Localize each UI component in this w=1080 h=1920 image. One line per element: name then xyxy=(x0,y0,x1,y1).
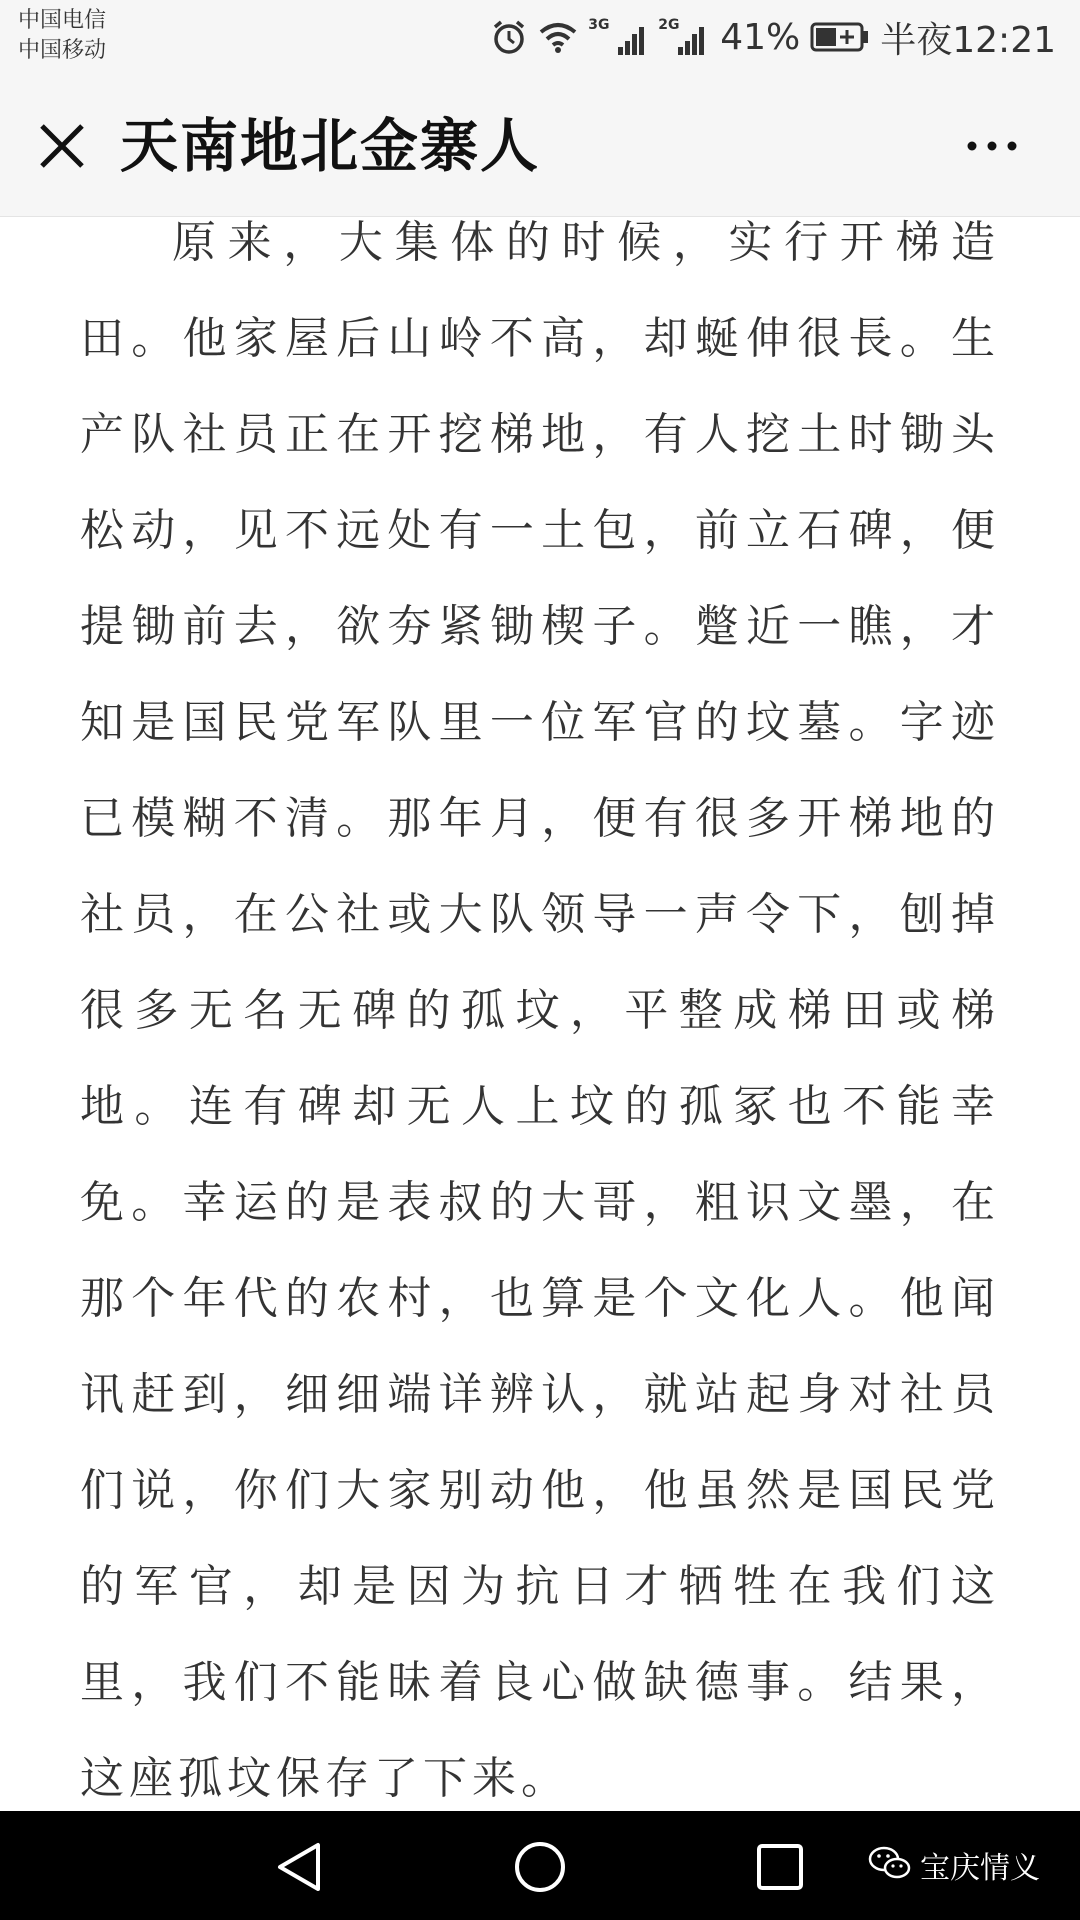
watermark xyxy=(868,1843,1040,1887)
navigation-bar xyxy=(0,1811,1080,1920)
signal-icon-1 xyxy=(588,17,648,57)
article-content[interactable] xyxy=(0,217,1080,1811)
battery-icon xyxy=(810,21,870,53)
page-title: 天南地北金寨人 xyxy=(120,112,541,180)
home-icon[interactable] xyxy=(512,1839,568,1895)
wechat-icon xyxy=(868,1845,912,1885)
network-type-1: 3G xyxy=(588,17,610,33)
battery-percent: 41% xyxy=(720,16,801,58)
carrier-info xyxy=(18,6,106,66)
wifi-icon xyxy=(538,20,578,54)
clock: 半夜12:21 xyxy=(880,19,1056,61)
status-bar xyxy=(0,0,1080,76)
status-icons xyxy=(490,12,1056,62)
back-icon[interactable] xyxy=(272,1839,328,1895)
close-icon[interactable] xyxy=(38,122,86,170)
title-bar xyxy=(0,76,1080,217)
more-icon[interactable] xyxy=(964,136,1020,156)
carrier-2: 中国移动 xyxy=(18,38,107,63)
signal-icon-2 xyxy=(658,17,710,57)
article-paragraph: 原来，大集体的时候，实行开梯造田。他家屋后山岭不高，却蜒伸很長。生产队社员正在开挖梯地，有人挖土时锄头松动，见不远处有一土包，前立石碑，便提锄前去，欲夯紧锄楔子。蹩近一瞧，才知是国民党军队里一位军官的坟墓。字迹已模糊不清。那年月，便有很多开梯地的社员，在公社或大队领导一声令下，刨掉很多无名无碑的孤坟，平整成梯田或梯地。连有碑却无人上坟的孤冢也不能幸免。幸运的是表叔的大哥，粗识文墨，在那个年代的农村，也算是个文化人。他闻讯赶到，细细端详辨认，就站起身对社员们说，你们大家别动他，他虽然是国民党的军官，却是因为抗日才牺牲在我们这里，我们不能昧着良心做缺德事。结果，这座孤坟保存了下来。 xyxy=(80,217,1000,1804)
recent-apps-icon[interactable] xyxy=(752,1839,808,1895)
network-type-2: 2G xyxy=(658,17,680,33)
carrier-1: 中国电信 xyxy=(18,8,107,33)
watermark-text: 宝庆情义 xyxy=(920,1851,1040,1886)
alarm-icon xyxy=(490,18,528,56)
